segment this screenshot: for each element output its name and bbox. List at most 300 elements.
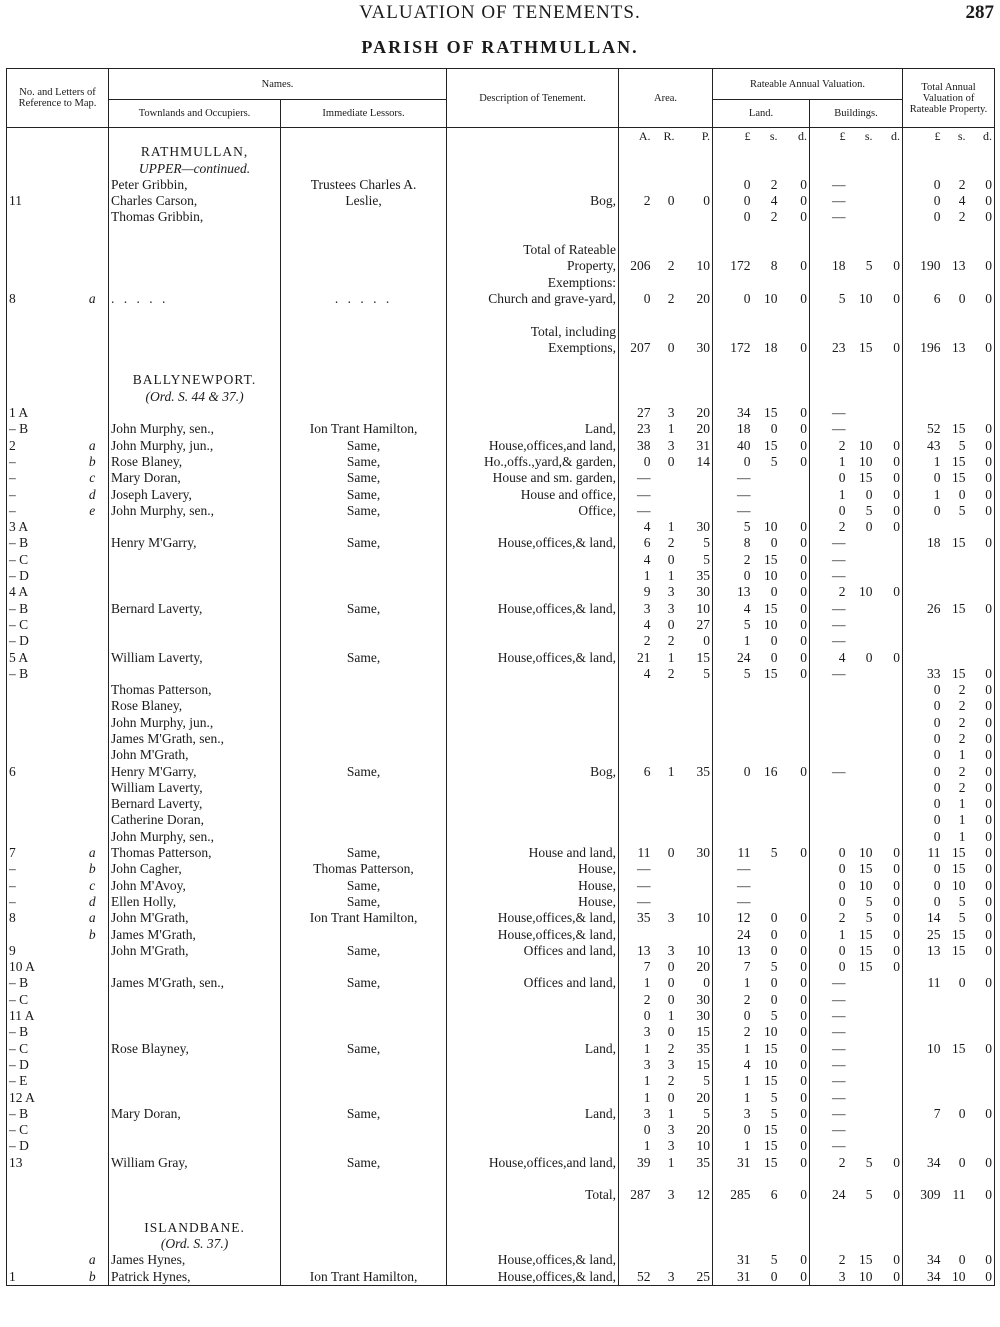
table-row [7,796,995,812]
ref-cell: – B [9,600,29,616]
buildings-pounds: 2 [838,910,846,926]
total-pence [968,1024,995,1040]
lessor-cell [281,829,447,845]
ref-cell: 3 A [9,519,29,535]
total-shillings: 5 [958,437,966,453]
total-pence [968,1057,995,1073]
occupier-cell: Henry M'Garry, [109,764,281,780]
occupier-cell [109,1073,281,1089]
buildings-pence [875,601,903,617]
occupier-cell: John M'Avoy, [109,878,281,894]
table-row [7,812,995,828]
area-perches [677,503,713,519]
total-shillings [943,992,968,1008]
lessor-cell: Same, [281,764,447,780]
area-roods [653,861,677,877]
description-cell [447,796,619,812]
ref-cell: 1 A [9,405,29,421]
ref-cell: – E [9,1073,28,1089]
land-pounds: 0 [743,193,751,209]
lessor-cell: Same, [281,438,447,454]
total-shillings: 1 [958,796,966,812]
land-shillings [753,715,780,731]
land-shillings: 10 [764,616,778,632]
land-shillings: 15 [764,1154,778,1170]
total-pence [968,242,995,258]
buildings-pence [875,242,903,258]
land-pounds: 13 [737,942,751,958]
total-shillings [943,324,968,340]
townland-heading-row [7,1236,995,1252]
total-pence: 0 [985,893,993,909]
buildings-pounds: — [832,616,846,632]
land-pounds: 1 [743,1040,751,1056]
total-pounds: 0 [933,176,941,192]
area-roods: 0 [667,845,675,861]
total-pence: 0 [985,1187,993,1203]
land-pounds: 285 [730,1187,751,1203]
land-pounds: 5 [743,519,751,535]
lessor-cell [281,1073,447,1089]
buildings-pounds: — [832,1138,846,1154]
area-roods: 2 [667,633,675,649]
description-cell: House,offices,& land, [447,650,619,666]
buildings-pounds [810,698,848,714]
description-cell [447,698,619,714]
description-cell [447,666,619,682]
area-acres: 23 [637,421,651,437]
unit-shillings: s. [864,129,873,143]
area-roods [653,878,677,894]
total-shillings: 13 [952,258,966,274]
buildings-shillings [848,568,875,584]
area-perches: 20 [677,421,713,437]
total-pence: 0 [985,730,993,746]
ref-cell: – B [9,665,29,681]
area-roods [653,894,677,910]
area-roods [653,780,677,796]
area-perches: 5 [677,552,713,568]
buildings-shillings: 5 [865,1187,873,1203]
area-perches [677,878,713,894]
table-row [7,535,995,551]
area-acres [619,747,653,763]
area-roods [653,242,677,258]
land-pence: 0 [780,992,810,1008]
total-shillings [943,1073,968,1089]
buildings-shillings [848,1073,875,1089]
letter-cell [77,405,109,421]
land-pounds: — [737,893,751,909]
land-pence [780,894,810,910]
letter-cell [77,1024,109,1040]
land-shillings: 2 [770,209,778,225]
area-acres [619,209,653,225]
total-pounds: 0 [933,682,941,698]
occupier-cell: William Gray, [109,1155,281,1171]
buildings-shillings: 15 [859,470,873,486]
land-shillings: 5 [770,1105,778,1121]
table-row [7,959,995,975]
table-row [7,861,995,877]
total-pence: 0 [985,942,993,958]
total-shillings: 0 [958,290,966,306]
lessor-cell [281,258,447,274]
total-shillings: 15 [952,1040,966,1056]
table-row [7,193,995,209]
buildings-pounds: 1 [838,486,846,502]
ref-cell: 8 [9,290,16,306]
area-acres: 7 [643,959,651,975]
ref-cell: 11 A [9,1008,35,1024]
buildings-pence [875,535,903,551]
total-pence [968,1138,995,1154]
area-acres [619,275,653,291]
spacer-row [7,1204,995,1220]
description-cell: House,offices,& land, [447,535,619,551]
total-pounds: 13 [927,942,941,958]
area-acres: 2 [643,633,651,649]
buildings-pounds: 3 [838,1268,846,1284]
land-pence: 0 [780,438,810,454]
land-shillings: 0 [770,649,778,665]
total-pounds: 0 [933,893,941,909]
land-pounds: 0 [743,763,751,779]
total-pounds [903,1024,943,1040]
area-perches: 30 [677,992,713,1008]
total-pence: 0 [985,975,993,991]
townland-heading-row [7,389,995,405]
lessor-cell: Thomas Patterson, [281,861,447,877]
area-perches: 30 [677,845,713,861]
table-row [7,242,995,258]
land-shillings: 5 [770,453,778,469]
buildings-shillings: 10 [859,584,873,600]
total-shillings [943,1057,968,1073]
letter-cell [77,959,109,975]
ref-cell: – [9,861,16,877]
buildings-shillings [848,829,875,845]
land-pounds [713,242,753,258]
land-shillings: 10 [764,290,778,306]
lessor-cell [281,1122,447,1138]
description-cell: House,offices,& land, [447,1269,619,1286]
total-pounds [903,1057,943,1073]
area-acres: — [637,861,651,877]
area-roods: 1 [667,519,675,535]
lessor-cell [281,617,447,633]
occupier-cell: James M'Grath, sen., [109,731,281,747]
buildings-shillings [848,747,875,763]
buildings-pence [875,666,903,682]
area-roods: 3 [667,942,675,958]
buildings-shillings [848,535,875,551]
buildings-pounds: — [832,763,846,779]
buildings-pence [875,1024,903,1040]
ref-cell: – B [9,421,29,437]
total-shillings [943,405,968,421]
buildings-pounds: — [832,405,846,421]
total-pence [968,1122,995,1138]
occupier-cell [109,1138,281,1154]
total-pounds: 14 [927,910,941,926]
buildings-pounds: — [832,633,846,649]
occupier-cell: Charles Carson, [109,193,281,209]
unit-roods: R. [663,129,675,143]
area-perches [677,1252,713,1268]
total-pence: 0 [985,910,993,926]
buildings-pounds [810,275,848,291]
table-row [7,552,995,568]
total-pounds [903,568,943,584]
letter-cell [77,829,109,845]
area-perches [677,682,713,698]
buildings-pence: 0 [875,340,903,356]
ref-cell: – [9,470,16,486]
description-cell: House, [447,861,619,877]
ref-cell: 13 [9,1154,23,1170]
table-row [7,698,995,714]
col-rateable: Rateable Annual Valuation. [713,69,903,100]
table-row [7,845,995,861]
land-pounds: 3 [743,1105,751,1121]
buildings-pence [875,324,903,340]
col-buildings: Buildings. [810,100,903,128]
townland-heading-row [7,1220,995,1236]
page-header [0,0,1000,30]
land-pence: 0 [780,617,810,633]
land-pence: 0 [780,764,810,780]
unit-acres: A. [638,129,651,143]
total-pence: 0 [985,1105,993,1121]
letter-cell [77,1155,109,1171]
land-shillings: 15 [764,551,778,567]
area-roods: 3 [667,600,675,616]
lessor-cell [281,731,447,747]
lessor-cell [281,340,447,356]
occupier-cell [109,552,281,568]
letter-cell: d [77,487,109,503]
unit-shillings: s. [957,129,966,143]
area-roods [653,715,677,731]
area-roods: 0 [667,616,675,632]
table-row [7,177,995,193]
lessor-cell [281,519,447,535]
total-pence [968,552,995,568]
total-shillings: 15 [952,421,966,437]
blank-cell [109,1171,281,1187]
occupier-cell: Henry M'Garry, [109,535,281,551]
total-shillings: 15 [952,535,966,551]
total-shillings: 2 [958,763,966,779]
description-cell: Land, [447,1106,619,1122]
area-acres: — [637,502,651,518]
total-pounds: 7 [933,1105,941,1121]
land-shillings: 10 [764,568,778,584]
land-pounds: 24 [737,649,751,665]
area-perches: 10 [677,910,713,926]
buildings-pounds: 5 [838,290,846,306]
total-pence: 0 [985,193,993,209]
land-shillings [753,747,780,763]
buildings-pounds [810,682,848,698]
buildings-pounds: 0 [838,502,846,518]
buildings-pence [875,992,903,1008]
letter-cell [77,421,109,437]
area-perches: 30 [677,340,713,356]
buildings-pounds [810,780,848,796]
land-pounds: 1 [743,1073,751,1089]
land-shillings: 0 [770,975,778,991]
total-pence: 0 [985,421,993,437]
buildings-pounds: 0 [838,877,846,893]
lessor-cell [281,405,447,421]
lessor-cell [281,715,447,731]
lessor-cell [281,1024,447,1040]
land-shillings: 5 [770,845,778,861]
area-roods [653,324,677,340]
buildings-shillings: 10 [859,1268,873,1284]
area-roods [653,275,677,291]
buildings-pounds: — [832,193,846,209]
description-cell: House and office, [447,487,619,503]
land-shillings: 8 [770,258,778,274]
area-perches [677,829,713,845]
ref-cell [7,682,77,698]
buildings-pounds: — [832,1040,846,1056]
total-pence [968,1008,995,1024]
occupier-cell: John Murphy, sen., [109,829,281,845]
area-acres: 3 [643,1024,651,1040]
area-acres: 3 [643,1105,651,1121]
table-body [7,128,995,1286]
ref-cell [7,177,77,193]
total-shillings [943,552,968,568]
total-pence: 0 [985,470,993,486]
townland-heading-row [7,161,995,177]
total-shillings: 15 [952,453,966,469]
occupier-cell [109,1024,281,1040]
land-pence: 0 [780,1090,810,1106]
total-pounds [903,1138,943,1154]
buildings-pounds: 0 [838,959,846,975]
area-acres: 1 [643,975,651,991]
area-perches [677,747,713,763]
table-row [7,601,995,617]
total-pounds: 0 [933,714,941,730]
total-pence: 0 [985,1040,993,1056]
unit-pounds: £ [744,129,751,143]
letter-cell [77,1090,109,1106]
land-pounds [713,715,753,731]
buildings-shillings [848,992,875,1008]
buildings-shillings [848,731,875,747]
area-roods: 2 [667,1073,675,1089]
col-area: Area. [619,69,713,128]
buildings-pounds: — [832,1073,846,1089]
total-pence: 0 [985,486,993,502]
description-cell: Exemptions, [447,340,619,356]
buildings-pounds: 24 [832,1187,846,1203]
total-pence [968,959,995,975]
table-row [7,1024,995,1040]
area-acres: 287 [630,1187,651,1203]
land-shillings [753,796,780,812]
occupier-cell [109,568,281,584]
letter-cell [77,764,109,780]
letter-cell: b [77,861,109,877]
land-pence: 0 [780,535,810,551]
area-perches: 5 [677,1073,713,1089]
buildings-shillings [848,242,875,258]
unit-perches: P. [677,128,713,145]
letter-cell: b [77,1269,109,1286]
description-cell: House,offices,& land, [447,1252,619,1268]
land-pounds: 1 [743,1089,751,1105]
spacer-row [7,226,995,242]
buildings-shillings [848,1024,875,1040]
letter-cell [77,715,109,731]
total-pence: 0 [985,453,993,469]
land-pence: 0 [780,943,810,959]
total-pence: 0 [985,926,993,942]
area-roods: 1 [667,421,675,437]
col-lessors: Immediate Lessors. [281,100,447,128]
land-pence: 0 [780,650,810,666]
buildings-shillings [848,698,875,714]
description-cell: Ho.,offs.,yard,& garden, [447,454,619,470]
land-pence: 0 [780,552,810,568]
letter-cell [77,812,109,828]
area-acres: 2 [643,991,651,1007]
ref-cell: – D [9,633,29,649]
total-shillings: 2 [958,209,966,225]
total-shillings: 15 [952,665,966,681]
letter-cell [77,698,109,714]
area-perches [677,470,713,486]
total-pence [968,568,995,584]
occupier-cell: John M'Grath, [109,943,281,959]
table-row [7,568,995,584]
lessor-cell [281,324,447,340]
letter-cell [77,177,109,193]
buildings-pounds: 23 [832,339,846,355]
buildings-shillings: 5 [865,1154,873,1170]
buildings-pence: 0 [875,454,903,470]
area-perches [677,861,713,877]
occupier-cell: John Murphy, sen., [109,421,281,437]
col-townlands: Townlands and Occupiers. [109,100,281,128]
total-pounds: 0 [933,796,941,812]
buildings-shillings [848,421,875,437]
land-shillings: 5 [770,1008,778,1024]
buildings-pence: 0 [875,438,903,454]
land-shillings [753,812,780,828]
land-pence [780,715,810,731]
description-cell [447,992,619,1008]
buildings-shillings [848,552,875,568]
land-pounds: 11 [737,845,751,861]
area-roods: 0 [667,1089,675,1105]
land-pence: 0 [780,975,810,991]
buildings-pence: 0 [875,584,903,600]
land-pence [780,731,810,747]
land-pence [780,682,810,698]
buildings-pounds: 2 [838,437,846,453]
land-pounds: 31 [737,1268,751,1284]
letter-cell [77,650,109,666]
total-pounds: 52 [927,421,941,437]
